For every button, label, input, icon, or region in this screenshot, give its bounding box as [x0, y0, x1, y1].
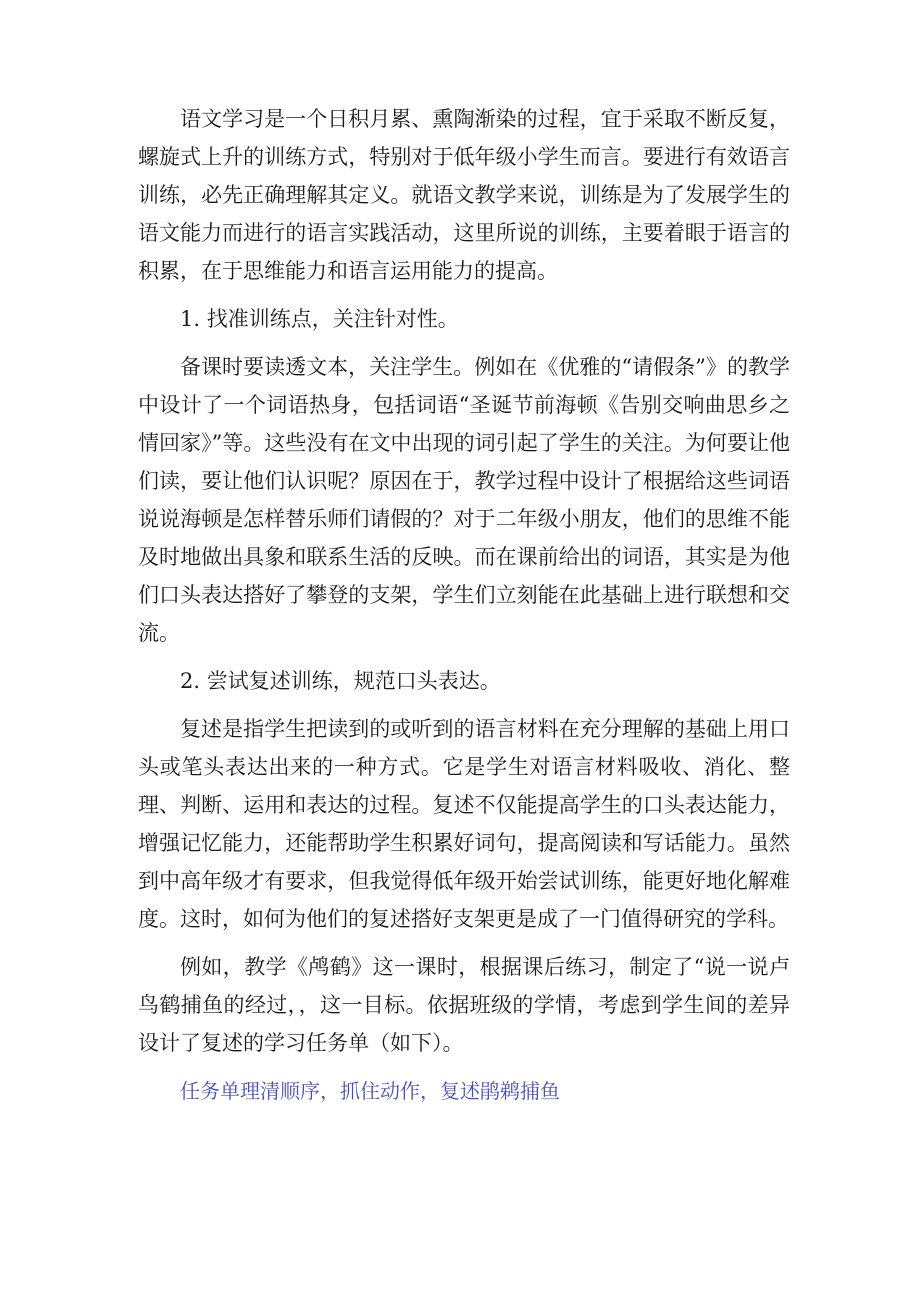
example-paragraph: 例如，教学《鸬鹤》这一课时，根据课后练习，制定了“说一说卢鸟鹤捕鱼的经过，，这一目标。依据班级的学情，考虑到学生间的差异设计了复述的学习任务单（如下）。: [138, 955, 790, 1055]
intro-paragraph: 语文学习是一个日积月累、熏陶渐染的过程，宜于采取不断反复，螺旋式上升的训练方式，特别对于低年级小学生而言。要进行有效语言训练，必先正确理解其定义。就语文教学来说，训练是为了发展学生的语文能力而进行的语言实践活动，这里所说的训练，主要着眼于语言的积累，在于思维能力和语言运用能力的提高。: [138, 107, 790, 283]
section-heading-2: 2. 尝试复述训练，规范口头表达。: [180, 669, 501, 693]
task-sheet-caption: 任务单理清顺序，抓住动作，复述鹃鹈捕鱼: [180, 1079, 560, 1103]
section-heading-1: 1. 找准训练点，关注针对性。: [180, 307, 459, 331]
document-body: [138, 100, 790, 1110]
section-1-paragraph: 备课时要读透文本，关注学生。例如在《优雅的“请假条”》的教学中设计了一个词语热身，包括词语“圣诞节前海顿《告别交响曲思乡之情回家》”等。这些没有在文中出现的词引起了学生的关注。为何要让他们读，要让他们认识呢？原因在于，教学过程中设计了根据给这些词语说说海顿是怎样替乐师们请假的？对于二年级小朋友，他们的思维不能及时地做出具象和联系生活的反映。而在课前给出的词语，其实是为他们口头表达搭好了攀登的支架，学生们立刻能在此基础上进行联想和交流。: [138, 355, 790, 645]
section-2-paragraph: 复述是指学生把读到的或听到的语言材料在充分理解的基础上用口头或笔头表达出来的一种方式。它是学生对语言材料吸收、消化、整理、判断、运用和表达的过程。复述不仅能提高学生的口头表达能力，增强记忆能力，还能帮助学生积累好词句，提高阅读和写话能力。虽然到中高年级才有要求，但我觉得低年级开始尝试训练，能更好地化解难度。这时，如何为他们的复述搭好支架更是成了一门值得研究的学科。: [138, 717, 790, 931]
